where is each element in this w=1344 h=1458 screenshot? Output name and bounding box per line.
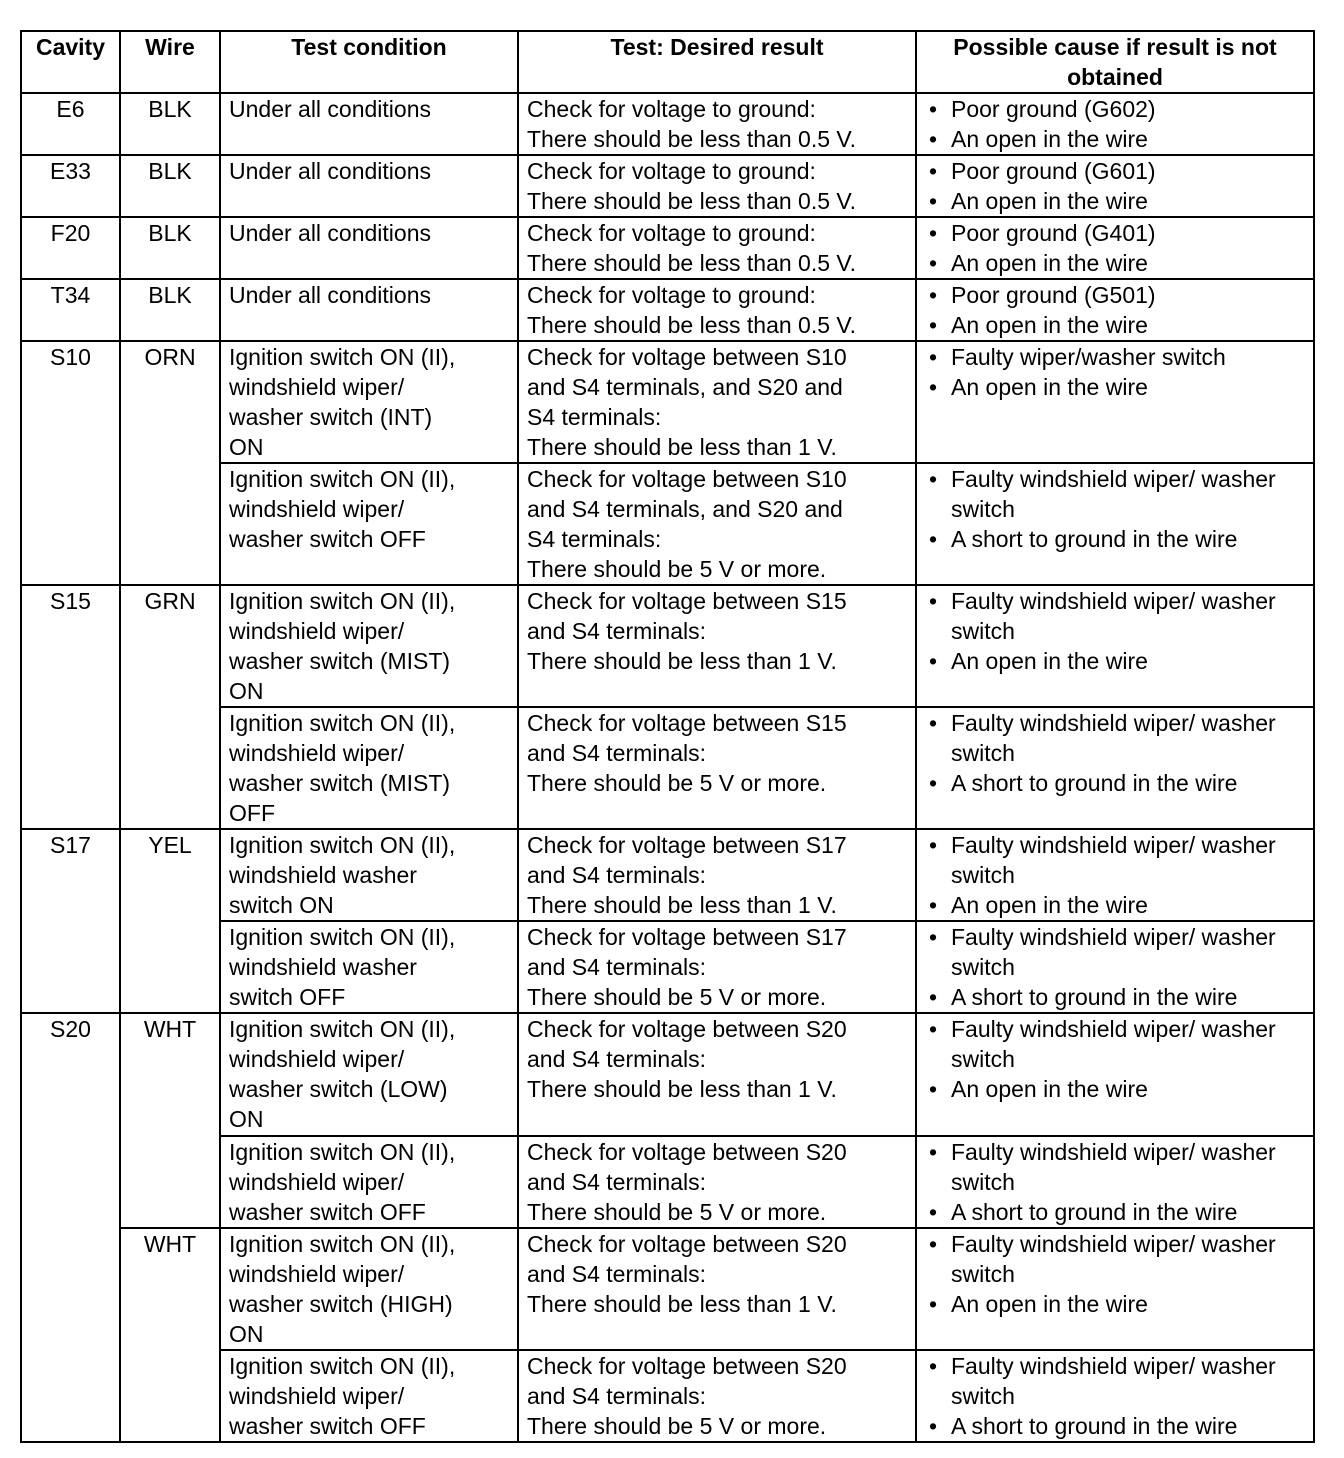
cause-list xyxy=(925,280,1305,340)
condition-line: windshield wiper/ xyxy=(229,496,405,522)
condition-line: washer switch OFF xyxy=(229,1199,426,1225)
result-line: Check for voltage to ground: xyxy=(527,96,816,122)
cause-item: • A short to ground in the wire xyxy=(925,524,1305,554)
cause-item: • Faulty windshield wiper/ washer switch xyxy=(925,830,1305,890)
condition-line: switch OFF xyxy=(229,984,346,1010)
condition-line: windshield wiper/ xyxy=(229,1169,405,1195)
cause-item: • An open in the wire xyxy=(925,1074,1305,1104)
possible-cause-cell xyxy=(916,1013,1314,1136)
result-line: There should be less than 1 V. xyxy=(527,1076,837,1102)
result-line: Check for voltage to ground: xyxy=(527,158,816,184)
result-line: Check for voltage between S20 xyxy=(527,1231,847,1257)
cause-item: • An open in the wire xyxy=(925,124,1305,154)
header-test-condition: Test condition xyxy=(220,31,518,93)
result-line: There should be 5 V or more. xyxy=(527,1413,827,1439)
result-line: Check for voltage between S17 xyxy=(527,924,847,950)
result-line: S4 terminals: xyxy=(527,404,662,430)
desired-result-cell xyxy=(518,1228,916,1350)
test-condition-cell xyxy=(220,1228,518,1350)
result-line: There should be less than 0.5 V. xyxy=(527,250,857,276)
header-cavity: Cavity xyxy=(21,31,120,93)
table-row xyxy=(21,829,1314,921)
test-condition-cell xyxy=(220,1013,518,1136)
result-line: Check for voltage between S20 xyxy=(527,1016,847,1042)
test-condition-cell xyxy=(220,921,518,1013)
cause-list xyxy=(925,342,1305,402)
condition-line: Ignition switch ON (II), xyxy=(229,1231,456,1257)
condition-line: Ignition switch ON (II), xyxy=(229,1353,456,1379)
result-line: Check for voltage between S20 xyxy=(527,1353,847,1379)
result-line: Check for voltage between S20 xyxy=(527,1139,847,1165)
possible-cause-cell xyxy=(916,585,1314,707)
cause-item: • Faulty windshield wiper/ washer switch xyxy=(925,922,1305,982)
test-condition-cell xyxy=(220,1350,518,1442)
desired-result-cell xyxy=(518,921,916,1013)
possible-cause-cell xyxy=(916,921,1314,1013)
test-condition-cell xyxy=(220,1136,518,1228)
desired-result-cell xyxy=(518,279,916,341)
wire-cell: BLK xyxy=(120,155,220,217)
test-condition-cell xyxy=(220,341,518,463)
result-line: There should be 5 V or more. xyxy=(527,556,827,582)
condition-line: windshield wiper/ xyxy=(229,618,405,644)
result-line: There should be 5 V or more. xyxy=(527,1199,827,1225)
condition-line: washer switch OFF xyxy=(229,1413,426,1439)
table-row xyxy=(21,93,1314,155)
result-line: and S4 terminals: xyxy=(527,954,706,980)
desired-result-cell xyxy=(518,1013,916,1136)
condition-line: Ignition switch ON (II), xyxy=(229,924,456,950)
cause-item: • An open in the wire xyxy=(925,890,1305,920)
result-line: and S4 terminals: xyxy=(527,1383,706,1409)
possible-cause-cell xyxy=(916,1136,1314,1228)
cavity-cell: E33 xyxy=(21,155,120,217)
wire-cell: YEL xyxy=(120,829,220,1013)
cause-item: • A short to ground in the wire xyxy=(925,1197,1305,1227)
cause-list xyxy=(925,94,1305,154)
test-table xyxy=(20,30,1315,1443)
result-line: There should be less than 0.5 V. xyxy=(527,126,857,152)
desired-result-cell xyxy=(518,829,916,921)
wire-cell: GRN xyxy=(120,585,220,829)
cause-item: • Poor ground (G601) xyxy=(925,156,1305,186)
desired-result-cell xyxy=(518,707,916,829)
condition-line: windshield wiper/ xyxy=(229,740,405,766)
wire-cell: WHT xyxy=(120,1228,220,1442)
table-row xyxy=(21,1228,1314,1350)
possible-cause-cell xyxy=(916,155,1314,217)
result-line: Check for voltage to ground: xyxy=(527,282,816,308)
result-line: and S4 terminals: xyxy=(527,1169,706,1195)
condition-line: Under all conditions xyxy=(229,220,432,246)
test-condition-cell xyxy=(220,93,518,155)
cause-item: • Poor ground (G401) xyxy=(925,218,1305,248)
condition-line: Under all conditions xyxy=(229,96,432,122)
cause-list xyxy=(925,830,1305,920)
result-line: and S4 terminals: xyxy=(527,862,706,888)
possible-cause-cell xyxy=(916,829,1314,921)
wire-cell: ORN xyxy=(120,341,220,585)
condition-line: windshield wiper/ xyxy=(229,1261,405,1287)
condition-line: windshield washer xyxy=(229,862,417,888)
header-row xyxy=(21,31,1314,93)
cause-item: • Faulty windshield wiper/ washer switch xyxy=(925,586,1305,646)
cavity-cell: S20 xyxy=(21,1013,120,1442)
cause-list xyxy=(925,586,1305,676)
possible-cause-cell xyxy=(916,1350,1314,1442)
possible-cause-cell xyxy=(916,707,1314,829)
desired-result-cell xyxy=(518,155,916,217)
cause-item: • A short to ground in the wire xyxy=(925,1411,1305,1441)
result-line: Check for voltage between S17 xyxy=(527,832,847,858)
header-possible-cause: Possible cause if result is not obtained xyxy=(916,31,1314,93)
condition-line: windshield washer xyxy=(229,954,417,980)
result-line: Check for voltage between S10 xyxy=(527,344,847,370)
cause-item: • A short to ground in the wire xyxy=(925,768,1305,798)
condition-line: Ignition switch ON (II), xyxy=(229,466,456,492)
test-condition-cell xyxy=(220,585,518,707)
result-line: and S4 terminals: xyxy=(527,1261,706,1287)
result-line: There should be 5 V or more. xyxy=(527,770,827,796)
result-line: and S4 terminals, and S20 and xyxy=(527,496,843,522)
result-line: Check for voltage between S10 xyxy=(527,466,847,492)
possible-cause-cell xyxy=(916,217,1314,279)
condition-line: washer switch (LOW) xyxy=(229,1076,448,1102)
table-row xyxy=(21,217,1314,279)
result-line: Check for voltage to ground: xyxy=(527,220,816,246)
desired-result-cell xyxy=(518,341,916,463)
desired-result-cell xyxy=(518,93,916,155)
cavity-cell: F20 xyxy=(21,217,120,279)
cause-item: • An open in the wire xyxy=(925,1289,1305,1319)
header-wire: Wire xyxy=(120,31,220,93)
test-condition-cell xyxy=(220,155,518,217)
cause-list xyxy=(925,1229,1305,1319)
test-condition-cell xyxy=(220,279,518,341)
cause-list xyxy=(925,1351,1305,1441)
test-condition-cell xyxy=(220,463,518,585)
condition-line: washer switch OFF xyxy=(229,526,426,552)
cause-item: • Poor ground (G501) xyxy=(925,280,1305,310)
cause-item: • Faulty windshield wiper/ washer switch xyxy=(925,1351,1305,1411)
desired-result-cell xyxy=(518,463,916,585)
cause-list xyxy=(925,218,1305,278)
condition-line: washer switch (HIGH) xyxy=(229,1291,453,1317)
cause-list xyxy=(925,156,1305,216)
header-desired-result: Test: Desired result xyxy=(518,31,916,93)
condition-line: windshield wiper/ xyxy=(229,1383,405,1409)
cause-item: • An open in the wire xyxy=(925,310,1305,340)
result-line: and S4 terminals: xyxy=(527,618,706,644)
condition-line: Ignition switch ON (II), xyxy=(229,588,456,614)
possible-cause-cell xyxy=(916,341,1314,463)
possible-cause-cell xyxy=(916,463,1314,585)
cavity-cell: S17 xyxy=(21,829,120,1013)
cause-item: • An open in the wire xyxy=(925,248,1305,278)
cause-item: • Faulty windshield wiper/ washer switch xyxy=(925,708,1305,768)
result-line: There should be less than 0.5 V. xyxy=(527,188,857,214)
table-body xyxy=(21,93,1314,1442)
result-line: and S4 terminals: xyxy=(527,1046,706,1072)
possible-cause-cell xyxy=(916,1228,1314,1350)
table-row xyxy=(21,585,1314,707)
wire-cell: BLK xyxy=(120,93,220,155)
result-line: and S4 terminals, and S20 and xyxy=(527,374,843,400)
condition-line: ON xyxy=(229,678,264,704)
result-line: There should be 5 V or more. xyxy=(527,984,827,1010)
result-line: Check for voltage between S15 xyxy=(527,710,847,736)
result-line: There should be less than 1 V. xyxy=(527,648,837,674)
condition-line: switch ON xyxy=(229,892,334,918)
test-condition-cell xyxy=(220,217,518,279)
cause-item: • An open in the wire xyxy=(925,186,1305,216)
condition-line: windshield wiper/ xyxy=(229,374,405,400)
condition-line: Ignition switch ON (II), xyxy=(229,1016,456,1042)
condition-line: Ignition switch ON (II), xyxy=(229,710,456,736)
test-condition-cell xyxy=(220,707,518,829)
desired-result-cell xyxy=(518,217,916,279)
cause-list xyxy=(925,708,1305,798)
result-line: There should be less than 0.5 V. xyxy=(527,312,857,338)
condition-line: washer switch (MIST) xyxy=(229,648,451,674)
result-line: and S4 terminals: xyxy=(527,740,706,766)
condition-line: Ignition switch ON (II), xyxy=(229,344,456,370)
result-line: S4 terminals: xyxy=(527,526,662,552)
desired-result-cell xyxy=(518,585,916,707)
cause-list xyxy=(925,1137,1305,1227)
desired-result-cell xyxy=(518,1350,916,1442)
wire-cell: BLK xyxy=(120,279,220,341)
result-line: There should be less than 1 V. xyxy=(527,1291,837,1317)
test-condition-cell xyxy=(220,829,518,921)
cavity-cell: S15 xyxy=(21,585,120,829)
condition-line: washer switch (MIST) xyxy=(229,770,451,796)
table-row xyxy=(21,279,1314,341)
condition-line: Ignition switch ON (II), xyxy=(229,832,456,858)
possible-cause-cell xyxy=(916,279,1314,341)
table-row xyxy=(21,1013,1314,1136)
result-line: Check for voltage between S15 xyxy=(527,588,847,614)
condition-line: Under all conditions xyxy=(229,158,432,184)
cause-item: • Faulty windshield wiper/ washer switch xyxy=(925,1229,1305,1289)
result-line: There should be less than 1 V. xyxy=(527,434,837,460)
cause-item: • Poor ground (G602) xyxy=(925,94,1305,124)
cavity-cell: T34 xyxy=(21,279,120,341)
condition-line: ON xyxy=(229,1321,264,1347)
table-row xyxy=(21,341,1314,463)
condition-line: ON xyxy=(229,1106,264,1132)
table-row xyxy=(21,155,1314,217)
cause-item: • A short to ground in the wire xyxy=(925,982,1305,1012)
cause-item: • Faulty windshield wiper/ washer switch xyxy=(925,464,1305,524)
wire-cell: WHT xyxy=(120,1013,220,1228)
result-line: There should be less than 1 V. xyxy=(527,892,837,918)
cause-item: • An open in the wire xyxy=(925,646,1305,676)
cavity-cell: E6 xyxy=(21,93,120,155)
cause-item: • Faulty wiper/washer switch xyxy=(925,342,1305,372)
possible-cause-cell xyxy=(916,93,1314,155)
condition-line: washer switch (INT) xyxy=(229,404,433,430)
cause-item: • Faulty windshield wiper/ washer switch xyxy=(925,1137,1305,1197)
wire-cell: BLK xyxy=(120,217,220,279)
condition-line: Ignition switch ON (II), xyxy=(229,1139,456,1165)
cause-list xyxy=(925,464,1305,554)
condition-line: ON xyxy=(229,434,264,460)
cause-item: • An open in the wire xyxy=(925,372,1305,402)
condition-line: OFF xyxy=(229,800,275,826)
cause-item: • Faulty windshield wiper/ washer switch xyxy=(925,1014,1305,1074)
cause-list xyxy=(925,922,1305,1012)
condition-line: Under all conditions xyxy=(229,282,432,308)
desired-result-cell xyxy=(518,1136,916,1228)
cavity-cell: S10 xyxy=(21,341,120,585)
condition-line: windshield wiper/ xyxy=(229,1046,405,1072)
cause-list xyxy=(925,1014,1305,1104)
